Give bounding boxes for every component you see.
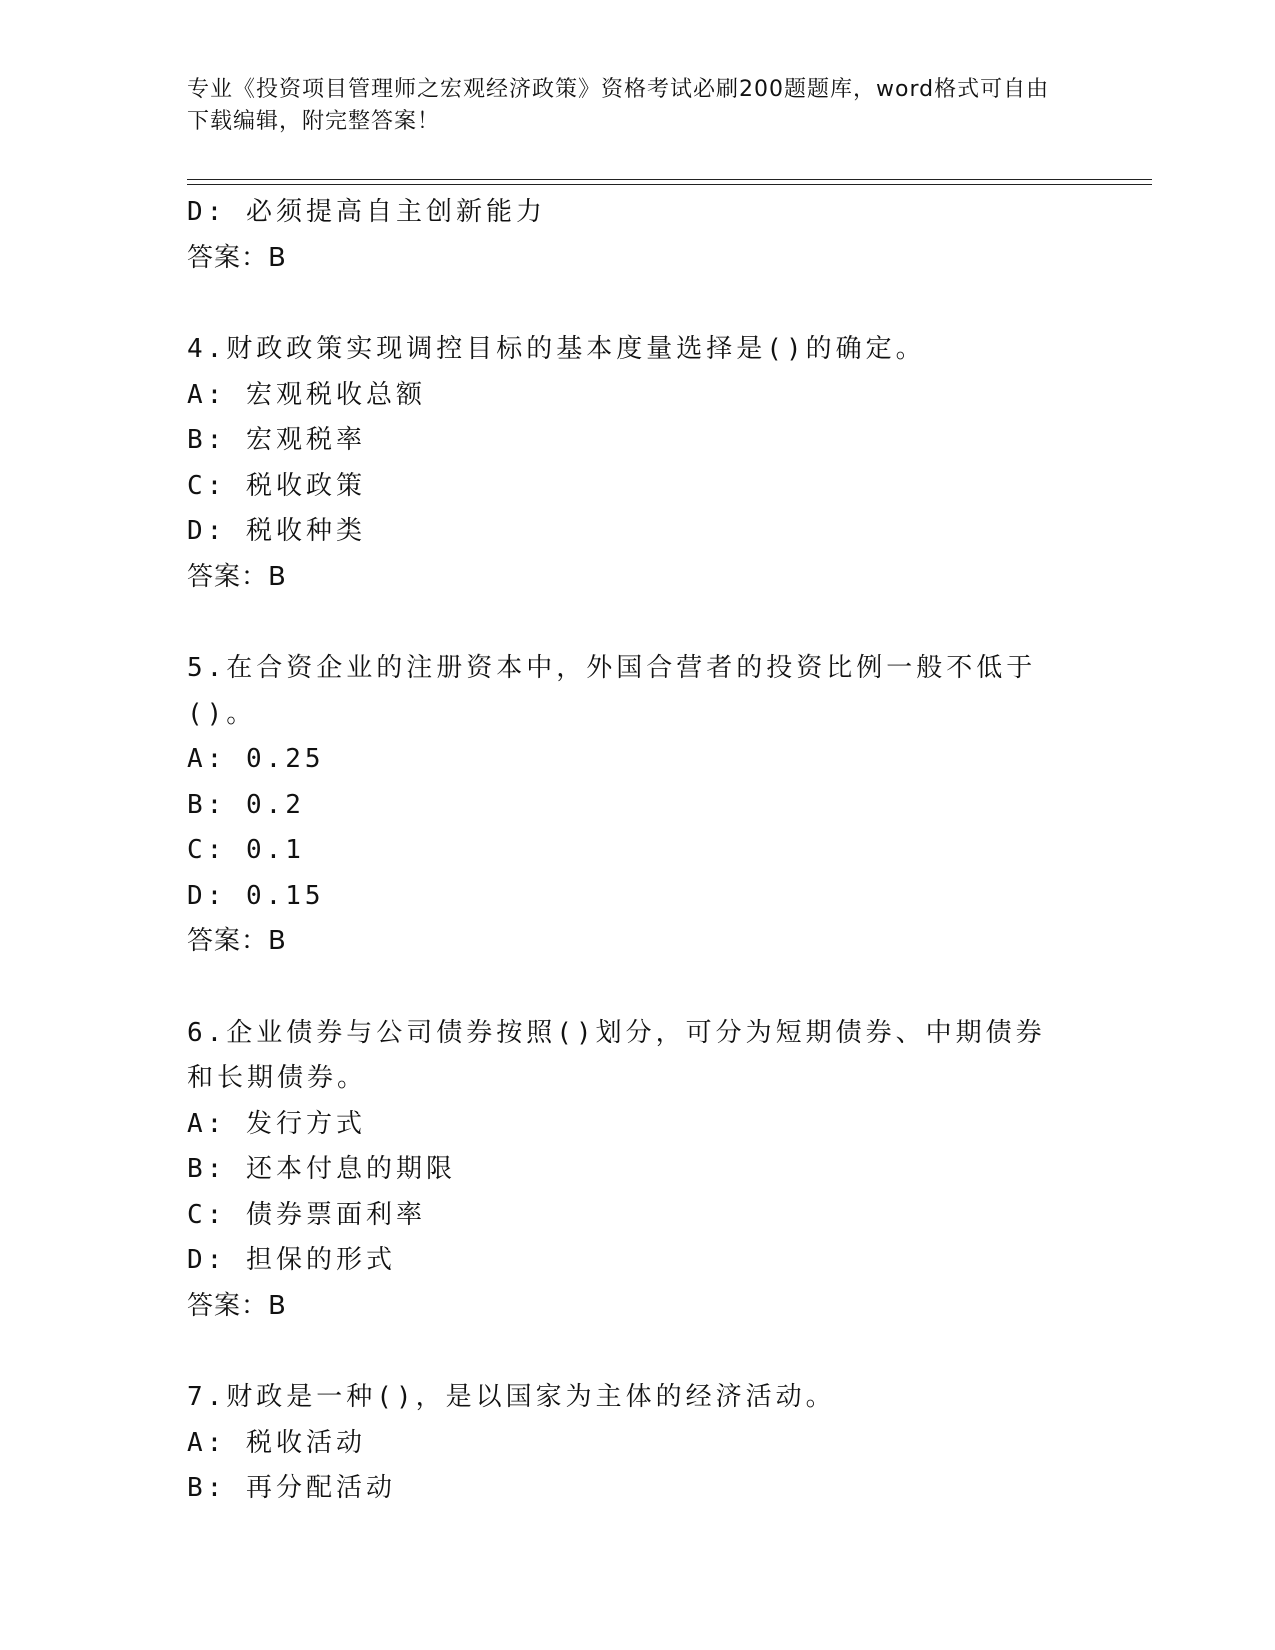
question-list	[187, 190, 1087, 1512]
option-b: B: 还本付息的期限	[187, 1154, 456, 1184]
spacer	[187, 965, 1087, 1011]
option-c: C: 税收政策	[187, 470, 366, 501]
option-d: D: 税收种类	[187, 516, 366, 546]
option-a: A: 发行方式	[187, 1108, 366, 1139]
option-d: D: 0.15	[187, 880, 325, 911]
question-text: 6.企业债券与公司债券按照()划分，可分为短期债券、中期债券和长期债券。	[187, 1017, 1046, 1093]
spacer	[187, 600, 1087, 646]
option-b: B: 宏观税率	[187, 425, 366, 455]
header-rule-top	[187, 179, 1152, 180]
question-4	[187, 327, 1087, 600]
header-rule-bottom	[187, 184, 1152, 185]
answer: 答案：B	[187, 926, 287, 956]
option-d: D: 担保的形式	[187, 1245, 396, 1275]
option-c: C: 债券票面利率	[187, 1199, 426, 1230]
option-c: C: 0.1	[187, 835, 305, 865]
spacer	[187, 1329, 1087, 1375]
spacer	[187, 281, 1087, 327]
question-5	[187, 646, 1087, 965]
question-7	[187, 1375, 1087, 1512]
question-fragment	[187, 190, 1087, 281]
question-text: 4.财政政策实现调控目标的基本度量选择是()的确定。	[187, 334, 926, 364]
option-b: B: 再分配活动	[187, 1473, 396, 1503]
document-header: 专业《投资项目管理师之宏观经济政策》资格考试必刷200题题库，word格式可自由下载编辑，附完整答案！	[187, 77, 1050, 134]
answer: 答案：B	[187, 242, 287, 273]
option-a: A: 宏观税收总额	[187, 379, 426, 410]
option-a: A: 0.25	[187, 744, 325, 774]
question-text: 5.在合资企业的注册资本中，外国合营者的投资比例一般不低于()。	[187, 653, 1037, 729]
option-d: D: 必须提高自主创新能力	[187, 197, 546, 227]
answer: 答案：B	[187, 1290, 287, 1321]
question-text: 7.财政是一种()，是以国家为主体的经济活动。	[187, 1382, 836, 1412]
answer: 答案：B	[187, 561, 287, 592]
question-6	[187, 1011, 1087, 1330]
option-a: A: 税收活动	[187, 1427, 366, 1458]
option-b: B: 0.2	[187, 789, 305, 820]
